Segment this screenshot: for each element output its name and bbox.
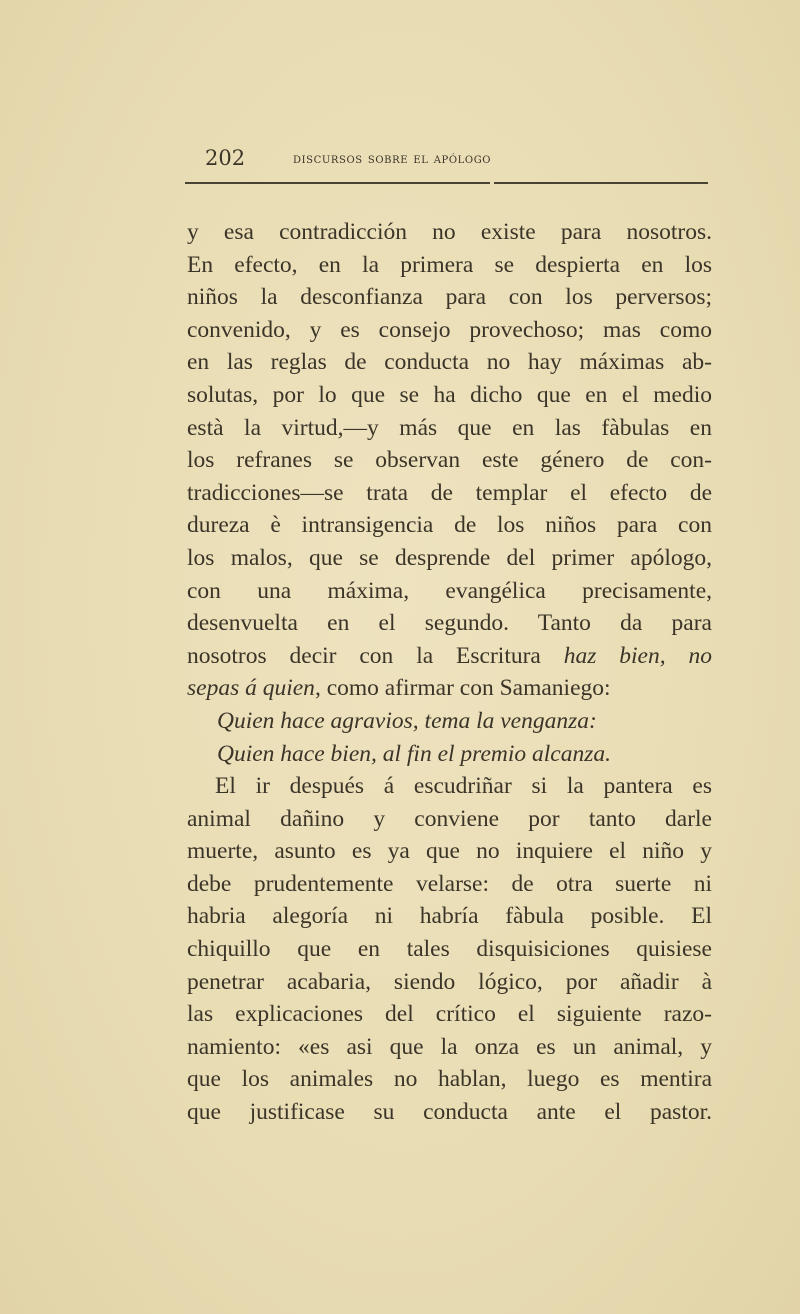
text-line: chiquillo que en tales disquisiciones quisiese [187,936,712,963]
text-line: namiento: «es asi que la onza es un animal, y [187,1033,712,1060]
text-line: muerte, asunto es ya que no inquiere el niño y [187,838,712,865]
text-line [187,640,712,673]
text-line: en las reglas de conducta no hay máximas ab- [187,349,712,376]
verse-line [187,705,712,738]
header-rule [185,182,490,184]
text-line: que los animales no hablan, luego es mentira [187,1066,712,1093]
text-span: , como afirmar con Samaniego: [314,675,611,702]
text-line: niños la desconfianza para con los perversos; [187,284,712,311]
running-head: discursos sobre el apólogo [293,151,492,167]
text-line: las explicaciones del crítico el siguiente razo- [187,1001,712,1028]
page-header [205,146,715,174]
page-number: 202 [205,146,246,170]
text-span: nosotros decir con la Escritura [187,642,564,669]
italic-quote: sepas á quien [187,675,315,702]
text-line: solutas, por lo que se ha dicho que en el medio [187,381,712,408]
text-line: penetrar acabaria, siendo lógico, por añadir à [187,968,712,995]
header-rule [494,182,708,184]
text-line: El ir después á escudriñar si la pantera es [215,773,712,800]
text-line: y esa contradicción no existe para nosotros. [187,219,712,245]
text-line [187,672,712,705]
text-line: los refranes se observan este género de con- [187,447,712,474]
text-line: convenido, y es consejo provechoso; mas como [187,316,712,343]
text-line: tradicciones—se trata de templar el efecto de [187,479,712,506]
verse-text: Quien hace agravios, tema la venganza: [217,707,597,734]
text-line: con una máxima, evangélica precisamente, [187,577,712,604]
text-line: desenvuelta en el segundo. Tanto da para [187,610,712,637]
italic-quote: haz bien, no [563,642,712,669]
text-line: habria alegoría ni habría fàbula posible. El [187,903,712,930]
verse-line [187,738,712,771]
text-line: animal dañino y conviene por tanto darle [187,805,712,832]
verse-text: Quien hace bien, al fin el premio alcanza. [217,740,611,767]
text-line: dureza è intransigencia de los niños para con [187,512,712,539]
text-line: los malos, que se desprende del primer apólogo, [187,544,712,571]
text-line: està la virtud,—y más que en las fàbulas en [187,414,712,441]
text-line: debe prudentemente velarse: de otra suerte ni [187,870,712,897]
text-line: En efecto, en la primera se despierta en los [187,251,712,278]
body-text [187,216,712,1129]
text-line: que justificase su conducta ante el pastor. [187,1099,712,1126]
